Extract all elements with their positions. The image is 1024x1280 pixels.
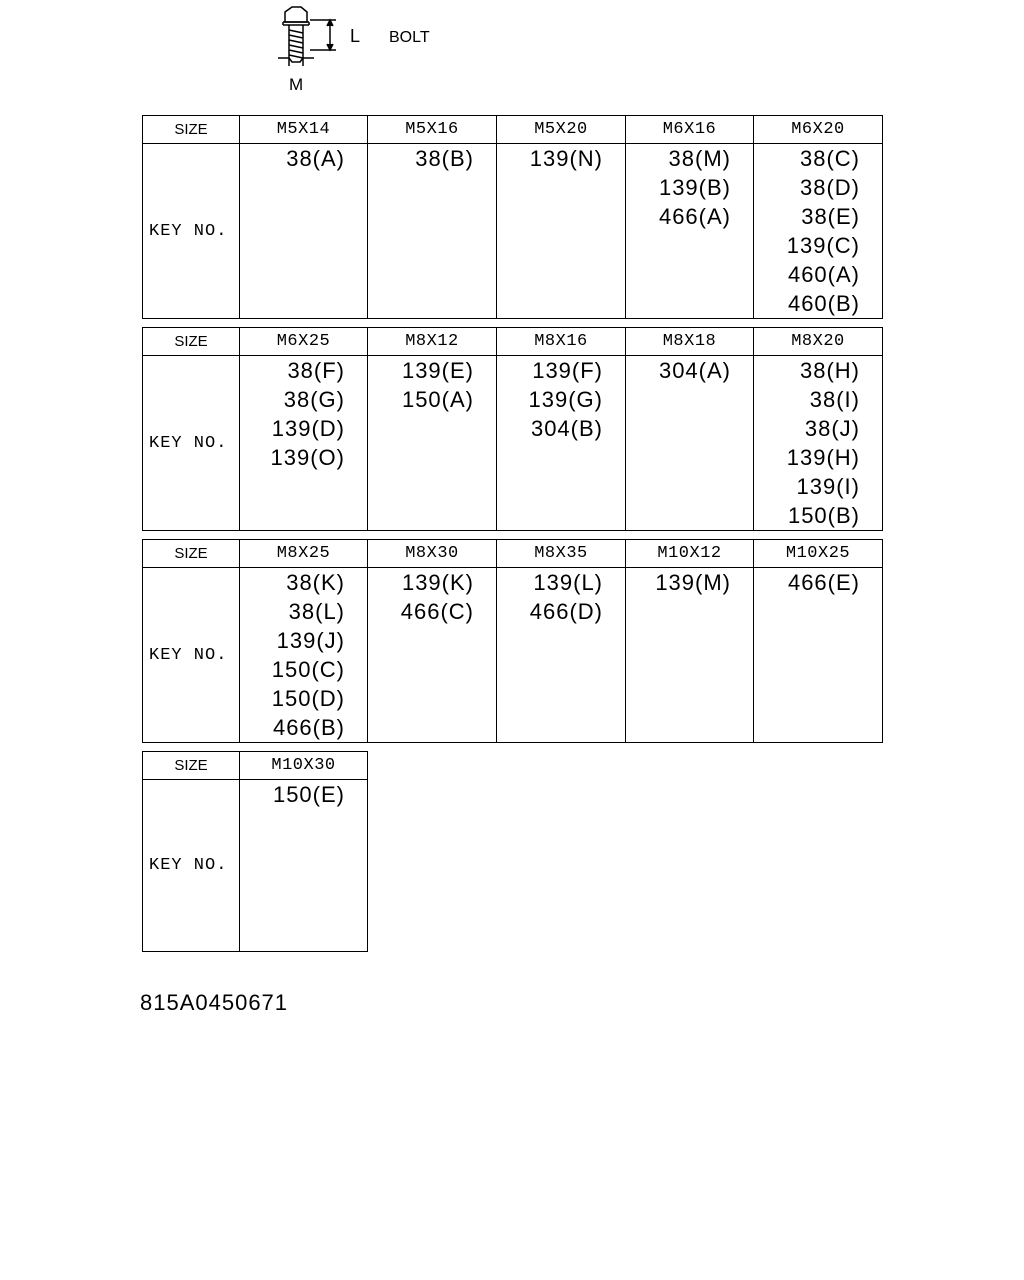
key-number: 139(H): [786, 445, 860, 470]
bolt-icon: [278, 7, 336, 66]
key-cell: [368, 144, 497, 319]
key-row: [143, 144, 883, 319]
size-header: M10X12: [626, 540, 754, 568]
key-number: 38(B): [415, 146, 474, 171]
size-header: M5X14: [240, 116, 368, 144]
size-label: SIZE: [143, 328, 240, 356]
key-cell: [497, 144, 626, 319]
key-number: 38(I): [809, 387, 860, 412]
key-number: 150(C): [271, 657, 345, 682]
key-number: 139(K): [401, 570, 474, 595]
key-number: 139(D): [271, 416, 345, 441]
size-header: M6X20: [754, 116, 883, 144]
size-header: M6X16: [626, 116, 754, 144]
key-cell: [754, 568, 883, 743]
key-number: 139(I): [796, 474, 860, 499]
size-header: M8X30: [368, 540, 497, 568]
key-number: 38(J): [804, 416, 860, 441]
size-header: M5X20: [497, 116, 626, 144]
size-header-row: [143, 540, 883, 568]
key-number: 38(C): [799, 146, 860, 171]
key-cell: [754, 144, 883, 319]
size-table-2: [142, 327, 883, 531]
key-row: [143, 356, 883, 531]
key-number: 466(B): [272, 715, 345, 740]
size-header: M8X25: [240, 540, 368, 568]
key-number: 38(L): [288, 599, 345, 624]
key-cell: [240, 568, 368, 743]
size-label: SIZE: [143, 752, 240, 780]
size-header: M8X35: [497, 540, 626, 568]
key-number: 38(M): [668, 146, 731, 171]
key-number: 466(D): [529, 599, 603, 624]
key-number: 38(K): [286, 570, 345, 595]
key-number: 466(A): [658, 204, 731, 229]
size-header: M10X25: [754, 540, 883, 568]
key-number: 139(L): [533, 570, 603, 595]
key-no-label: KEY NO.: [143, 144, 240, 319]
size-header: M8X18: [626, 328, 754, 356]
key-number: 150(E): [272, 782, 345, 807]
size-header: M10X30: [240, 752, 368, 780]
key-number: 304(B): [530, 416, 603, 441]
bolt-diagram: [0, 0, 460, 100]
key-number: 139(F): [532, 358, 603, 383]
key-number: 150(D): [271, 686, 345, 711]
key-number: 139(G): [528, 387, 603, 412]
size-header-row: [143, 328, 883, 356]
key-cell: [754, 356, 883, 531]
key-cell: [368, 356, 497, 531]
key-no-label: KEY NO.: [143, 356, 240, 531]
key-cell: [497, 568, 626, 743]
key-cell: [626, 356, 754, 531]
key-no-label: KEY NO.: [143, 568, 240, 743]
drawing-number: 815A0450671: [140, 990, 289, 1015]
key-cell: [497, 356, 626, 531]
key-number: 38(H): [799, 358, 860, 383]
key-cell: [626, 568, 754, 743]
key-number: 150(B): [787, 503, 860, 528]
key-cell: [626, 144, 754, 319]
size-header-row: [143, 752, 368, 780]
key-number: 304(A): [658, 358, 731, 383]
key-row: [143, 568, 883, 743]
key-cell: [240, 356, 368, 531]
key-number: 466(E): [787, 570, 860, 595]
key-number: 139(E): [401, 358, 474, 383]
size-table-3: [142, 539, 883, 743]
key-number: 466(C): [400, 599, 474, 624]
key-number: 139(N): [529, 146, 603, 171]
size-header: M5X16: [368, 116, 497, 144]
key-number: 460(A): [787, 262, 860, 287]
key-number: 38(F): [287, 358, 345, 383]
key-number: 139(O): [270, 445, 345, 470]
key-number: 139(J): [276, 628, 345, 653]
key-no-label: KEY NO.: [143, 780, 240, 952]
key-number: 139(B): [658, 175, 731, 200]
key-number: 139(C): [786, 233, 860, 258]
key-cell: [368, 568, 497, 743]
key-number: 150(A): [401, 387, 474, 412]
key-cell: [240, 144, 368, 319]
size-header-row: [143, 116, 883, 144]
key-number: 38(E): [801, 204, 860, 229]
dimension-length-label: L: [350, 26, 361, 46]
size-header: M6X25: [240, 328, 368, 356]
key-number: 139(M): [655, 570, 731, 595]
size-header: M8X20: [754, 328, 883, 356]
key-row: [143, 780, 368, 952]
part-name-label: BOLT: [389, 29, 430, 46]
size-header: M8X12: [368, 328, 497, 356]
key-number: 38(G): [283, 387, 345, 412]
size-table-4: [142, 751, 368, 952]
size-label: SIZE: [143, 540, 240, 568]
key-cell: [240, 780, 368, 952]
size-table-1: [142, 115, 883, 319]
key-number: 460(B): [787, 291, 860, 316]
key-number: 38(D): [799, 175, 860, 200]
size-label: SIZE: [143, 116, 240, 144]
size-header: M8X16: [497, 328, 626, 356]
dimension-diameter-label: M: [289, 75, 304, 94]
key-number: 38(A): [286, 146, 345, 171]
